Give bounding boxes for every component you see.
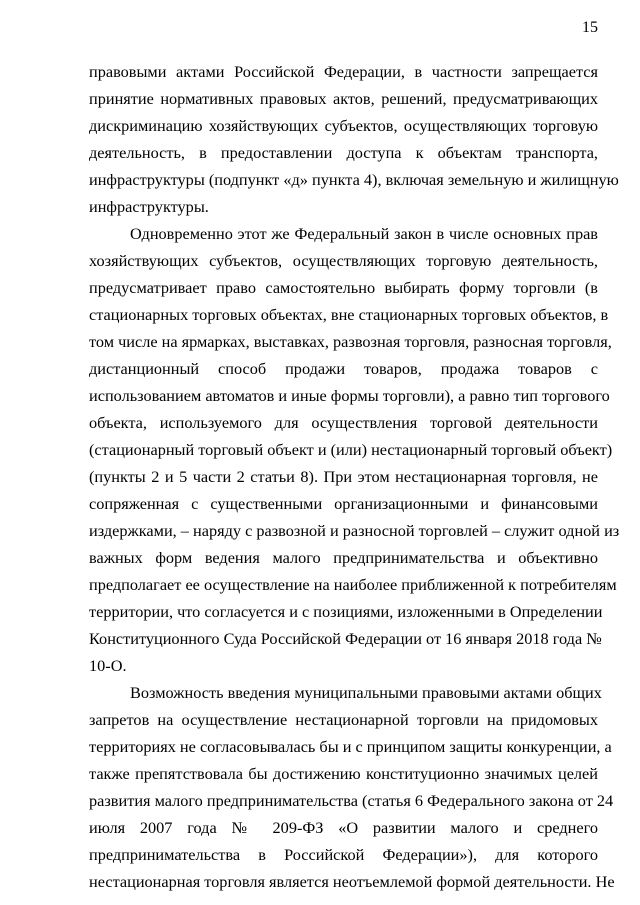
text-line: использованием автоматов и иные формы торговли), а равно тип торгового bbox=[89, 386, 610, 405]
text-line: предполагает ее осуществление на наиболее приближенной к потребителям bbox=[89, 575, 617, 594]
text-line: территории, что согласуется и с позициями, изложенными в Определении bbox=[89, 602, 603, 621]
text-line: издержками, – наряду с развозной и разносной торговлей – служит одной из bbox=[89, 521, 620, 540]
text-line: правовыми актами Российской Федерации, в частности запрещается bbox=[89, 62, 598, 81]
text-line: развития малого предпринимательства (статья 6 Федерального закона от 24 bbox=[89, 791, 614, 810]
text-line: предпринимательства в Российской Федерации»), для которого bbox=[89, 845, 598, 864]
text-line: предусматривает право самостоятельно выбирать форму торговли (в bbox=[89, 278, 598, 297]
text-line: принятие нормативных правовых актов, решений, предусматривающих bbox=[89, 89, 598, 108]
text-line: дистанционный способ продажи товаров, продажа товаров с bbox=[89, 359, 598, 378]
text-line: июля 2007 года № 209-ФЗ «О развитии малого и среднего bbox=[89, 818, 598, 837]
text-line: нестационарная торговля является неотъемлемой формой деятельности. Не bbox=[89, 872, 615, 891]
text-line: Одновременно этот же Федеральный закон в числе основных прав bbox=[130, 224, 598, 243]
text-line: деятельность, в предоставлении доступа к объектам транспорта, bbox=[89, 143, 598, 162]
text-line: объекта, используемого для осуществления торговой деятельности bbox=[89, 413, 598, 432]
text-line: (стационарный торговый объект и (или) нестационарный торговый объект) bbox=[89, 440, 613, 459]
text-line: стационарных торговых объектах, вне стационарных торговых объектов, в bbox=[89, 305, 609, 324]
page-number: 15 bbox=[582, 19, 598, 36]
text-line: территориях не согласовывалась бы и с принципом защиты конкуренции, а bbox=[89, 737, 612, 756]
text-line: инфраструктуры. bbox=[89, 197, 209, 216]
text-line: Конституционного Суда Российской Федерации от 16 января 2018 года № bbox=[89, 629, 602, 648]
text-line: сопряженная с существенными организационными и финансовыми bbox=[89, 494, 598, 513]
text-line: также препятствовала бы достижению конституционно значимых целей bbox=[89, 764, 598, 783]
text-line: запретов на осуществление нестационарной торговли на придомовых bbox=[89, 710, 598, 729]
text-line: дискриминацию хозяйствующих субъектов, осуществляющих торговую bbox=[89, 116, 598, 135]
text-line: хозяйствующих субъектов, осуществляющих торговую деятельность, bbox=[89, 251, 598, 270]
text-line: важных форм ведения малого предпринимательства и объективно bbox=[89, 548, 598, 567]
text-line: инфраструктуры (подпункт «д» пункта 4), включая земельную и жилищную bbox=[89, 170, 619, 189]
text-line: 10-О. bbox=[89, 656, 127, 675]
text-line: том числе на ярмарках, выставках, развозная торговля, разносная торговля, bbox=[89, 332, 612, 351]
text-line: Возможность введения муниципальными правовыми актами общих bbox=[130, 683, 602, 702]
text-line: (пункты 2 и 5 части 2 статьи 8). При этом нестационарная торговля, не bbox=[89, 467, 598, 486]
